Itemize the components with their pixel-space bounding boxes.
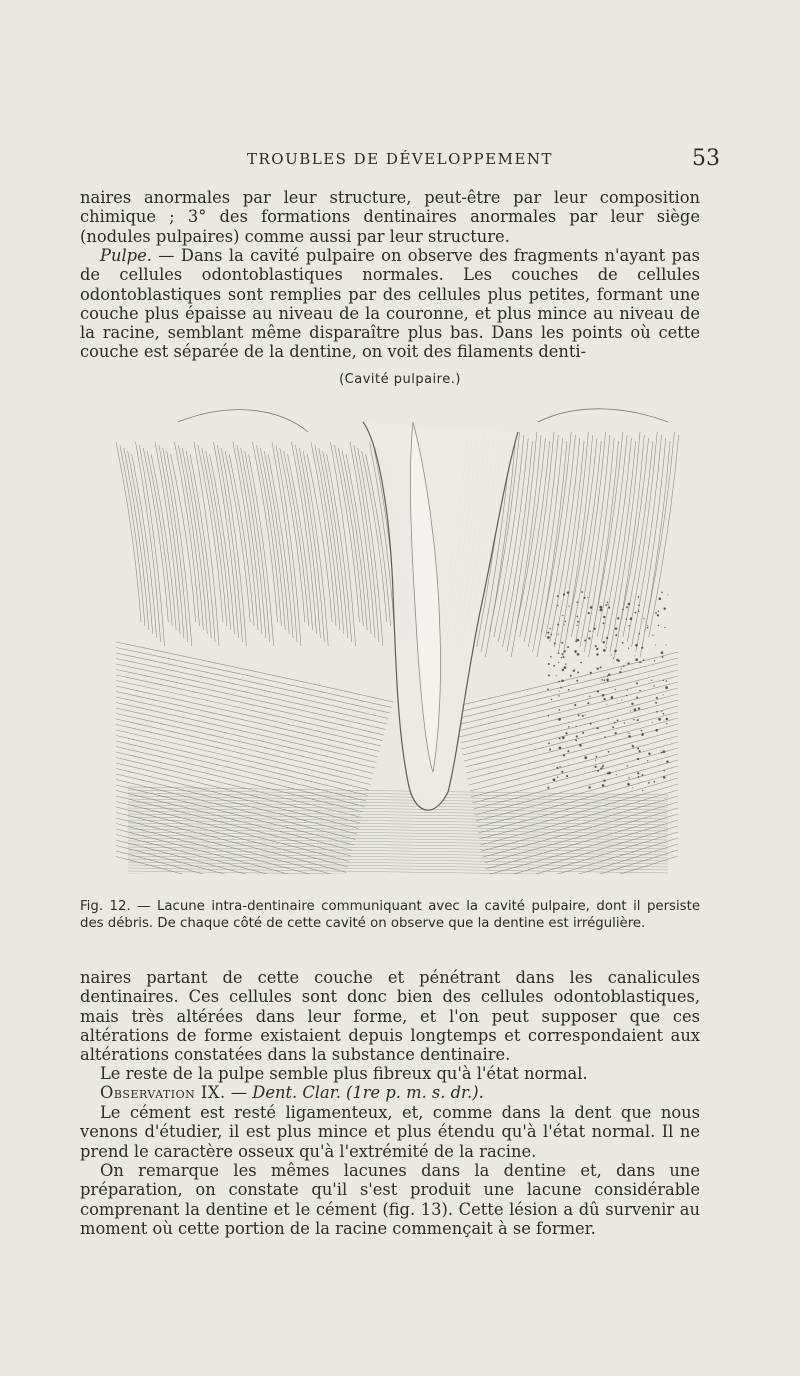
observation-label: Observation IX. <box>100 1083 226 1102</box>
paragraph-5 <box>80 1083 700 1102</box>
figure-top-label: (Cavité pulpaire.) <box>339 372 461 387</box>
paragraph-1: naires anormales par leur structure, peut-être par leur composition chimique ; 3° des formations dentinaires anormales par leur siège (nodules pulpaires) comme aussi par leur structure. <box>80 188 700 246</box>
observation-dash: — <box>225 1083 253 1102</box>
paragraph-2-text: — Dans la cavité pulpaire on observe des fragments n'ayant pas de cellules odontoblastiques normales. Les couches de cellules odontoblastiques sont remplies par des cellules plus petites, formant une couche plus épaisse au niveau de la couronne, et plus mince au niveau de la racine, semblant même disparaître plus bas. Dans les points où cette couche est séparée de la dentine, on voit des filaments denti- <box>80 246 700 362</box>
paragraph-7: On remarque les mêmes lacunes dans la dentine et, dans une préparation, on constate qu'il s'est produit une lacune considérable comprenant la dentine et le cément (fig. 13). Cette lésion a dû survenir au moment où cette portion de la racine commençait à se former. <box>80 1161 700 1238</box>
running-title: TROUBLES DE DÉVELOPPEMENT <box>246 150 554 168</box>
histology-illustration <box>108 392 692 874</box>
running-head <box>80 148 720 172</box>
pulpe-label: Pulpe. <box>100 246 152 265</box>
paragraph-3: naires partant de cette couche et pénétrant dans les canalicules dentinaires. Ces cellules sont donc bien des cellules odontoblastiques, mais très altérées dans leur forme, et l'on peut supposer que ces altérations de forme existaient depuis longtemps et correspondaient aux altérations constatées dans la substance dentinaire. <box>80 968 700 1065</box>
paragraph-2 <box>80 246 700 362</box>
histology-figure <box>108 392 692 874</box>
figure-caption: Fig. 12. — Lacune intra-dentinaire communiquant avec la cavité pulpaire, dont il persiste des débris. De chaque côté de cette cavité on observe que la dentine est irrégulière. <box>80 899 700 931</box>
page-number: 53 <box>692 146 720 171</box>
observation-detail: (1re p. m. s. dr.). <box>340 1083 484 1102</box>
paragraph-4: Le reste de la pulpe semble plus fibreux qu'à l'état normal. <box>100 1064 588 1083</box>
observation-name: Dent. Clar. <box>252 1083 341 1102</box>
paragraph-6: Le cément est resté ligamenteux, et, comme dans la dent que nous venons d'étudier, il est plus mince et plus étendu qu'à l'état normal. Il ne prend le caractère osseux qu'à l'extrémité de la racine. <box>80 1103 700 1161</box>
